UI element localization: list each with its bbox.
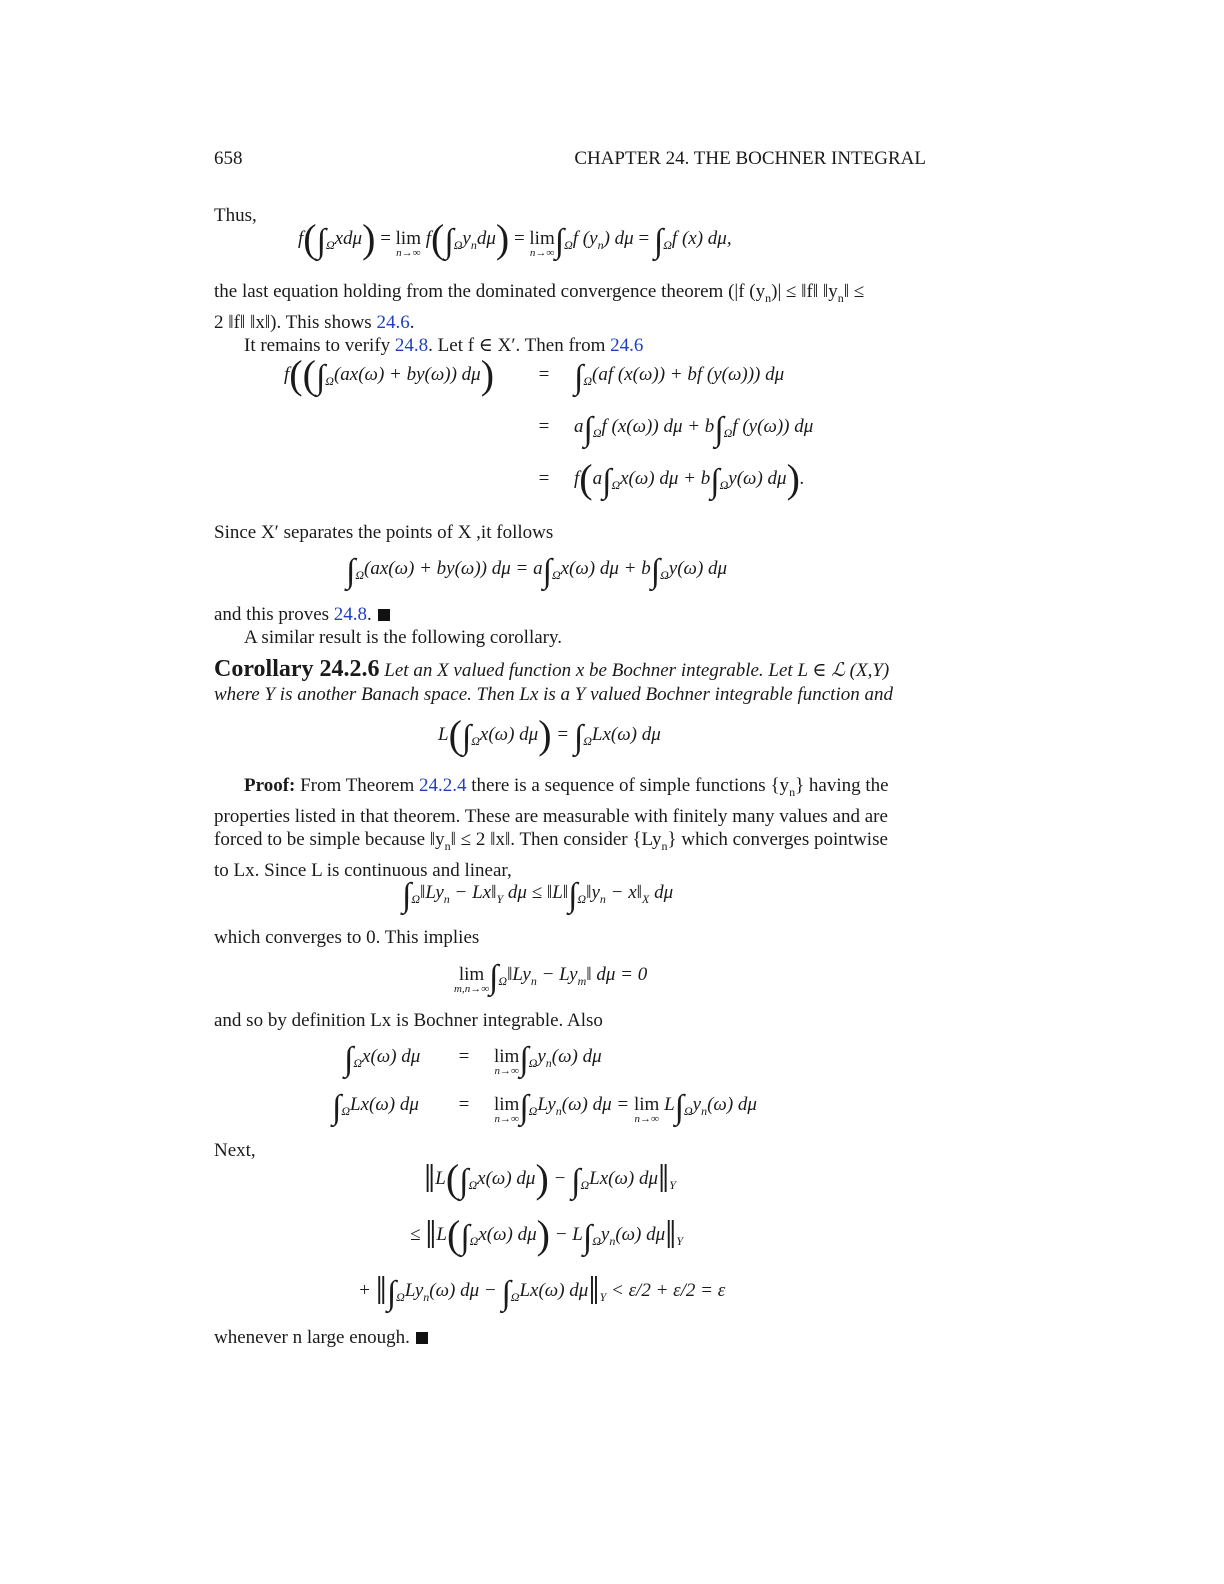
equation-also-2: $\int_\Omega Lx(\omega)$ dμ <box>332 1089 419 1126</box>
equation-linear-1: $f((\int_\Omega(ax(\omega) + by(\omega))$ dμ) <box>284 352 495 397</box>
bydef-text: and so by definition Lx is Bochner integrable. Also <box>214 1010 603 1031</box>
equation-cauchy: lim m,n→∞ $\int_\Omega‖Ly_n$ − $Ly_m‖$ dμ = 0 <box>454 959 648 996</box>
whenever-text: whenever n large enough. <box>214 1326 926 1350</box>
running-title: CHAPTER 24. THE BOCHNER INTEGRAL <box>574 148 926 169</box>
page-header <box>214 148 926 170</box>
ref-24-6-b[interactable]: 24.6 <box>610 335 644 356</box>
ref-24-8-b[interactable]: 24.8 <box>333 604 368 625</box>
ref-theorem-24-2-4[interactable]: 24.2.4 <box>419 775 467 796</box>
next-text: Next, <box>214 1140 256 1161</box>
thus-text: Thus, <box>214 205 257 226</box>
corollary-block: Corollary 24.2.6 Let an X valued function x be Bochner integrable. Let L ∈ ℒ (X,Y) where Y is another Banach space. Then Lx is a Y valued Bochner integrable function and <box>214 656 893 705</box>
equation-separate: $\int_\Omega(ax(\omega) + by(\omega)) d\mu = a\int_\Omega x(\omega) d\mu + b\int_\Omega y(\omega)$ dμ <box>346 553 728 590</box>
equation-limits: $f(\int_\Omega xd\mu) = \lim$ n→∞ $f(\int_\Omega y_nd\mu) = \lim$ n→∞ $\int_\Omega f$ $(y_n) d\mu = \int_\Omega f$ (x) dμ, <box>298 216 732 261</box>
proof-paragraph: Proof: From Theorem 24.2.4 there is a sequence of simple functions $\{y_n\}$ having the properties listed in that theorem. These are measurable with finitely many values and are forced to be simple because $‖y_n‖ \le 2$ ‖x‖. Then consider $\{Ly_n\}$ which converges pointwise to Lx. Since L is continuous and linear, <box>214 775 889 881</box>
equation-linear-2: = $a\int_\Omega f$ (x(ω)) $d\mu + b\int_\Omega f$ (y(ω)) dμ <box>538 411 814 448</box>
paragraph-dominated: the last equation holding from the dominated convergence theorem (|f $(y_n)|$ ≤ ‖f‖ $‖y_n‖$ ≤ 2 ‖f‖ ‖x‖). This shows 24.6. It remains to verify 24.8. Let f ∈ X′. Then from 24.6 <box>214 281 865 356</box>
since-text: Since X′ separates the points of X ,it follows <box>214 522 554 543</box>
page-number: 658 <box>214 148 243 169</box>
converges-text: which converges to 0. This implies <box>214 927 480 948</box>
equation-also-1-rhs: = lim n→∞ $\int_\Omega y_n(\omega)$ dμ <box>458 1041 602 1078</box>
ref-24-6[interactable]: 24.6 <box>376 311 410 333</box>
equation-norm: $\int_\Omega‖Ly_n$ − $Lx‖_Y$ $d\mu \le ‖L‖\int_\Omega‖y_n$ − $x‖_X$ dμ <box>402 877 674 914</box>
corollary-title: Corollary 24.2.6 <box>214 656 380 682</box>
equation-corollary: $L(\int_\Omega x(\omega) d\mu) = \int_\Omega Lx(\omega)$ dμ <box>438 712 661 757</box>
proves-text: and this proves 24.8. <box>214 603 926 627</box>
equation-next-2: ≤ $‖L(\int_\Omega x(\omega) d\mu) - L\int_\Omega y_n(\omega)$ $d\mu‖_Y$ <box>410 1212 684 1257</box>
equation-next-1: $‖L(\int_\Omega x(\omega) d\mu) - \int_\Omega Lx(\omega)$ $d\mu‖_Y$ <box>424 1156 676 1201</box>
equation-also-1: $\int_\Omega x(\omega)$ dμ <box>344 1041 421 1078</box>
equation-linear-3: = $f(a\int_\Omega x(\omega) d\mu + b\int_\Omega y(\omega)$ dμ). <box>538 456 805 501</box>
proof-label: Proof: <box>244 775 296 796</box>
equation-next-3: + $‖\int_\Omega Ly_n(\omega) d\mu - \int_\Omega Lx(\omega)$ $d\mu‖_Y < \varepsilon/2 + \varepsilon/2 = \varepsilon$ <box>358 1268 726 1313</box>
equation-linear-1-rhs: = $\int_\Omega(af$ (x(ω)) + bf (y(ω))) dμ <box>538 359 785 396</box>
qed-square-icon-end <box>416 1332 428 1344</box>
ref-24-8[interactable]: 24.8 <box>394 335 429 356</box>
equation-also-2-rhs: = lim n→∞ $\int_\Omega Ly_n(\omega) d\mu = \lim$ n→∞ $L\int_\Omega y_n(\omega)$ dμ <box>458 1089 757 1126</box>
qed-square-icon <box>378 609 390 621</box>
similar-text: A similar result is the following corollary. <box>244 627 563 648</box>
